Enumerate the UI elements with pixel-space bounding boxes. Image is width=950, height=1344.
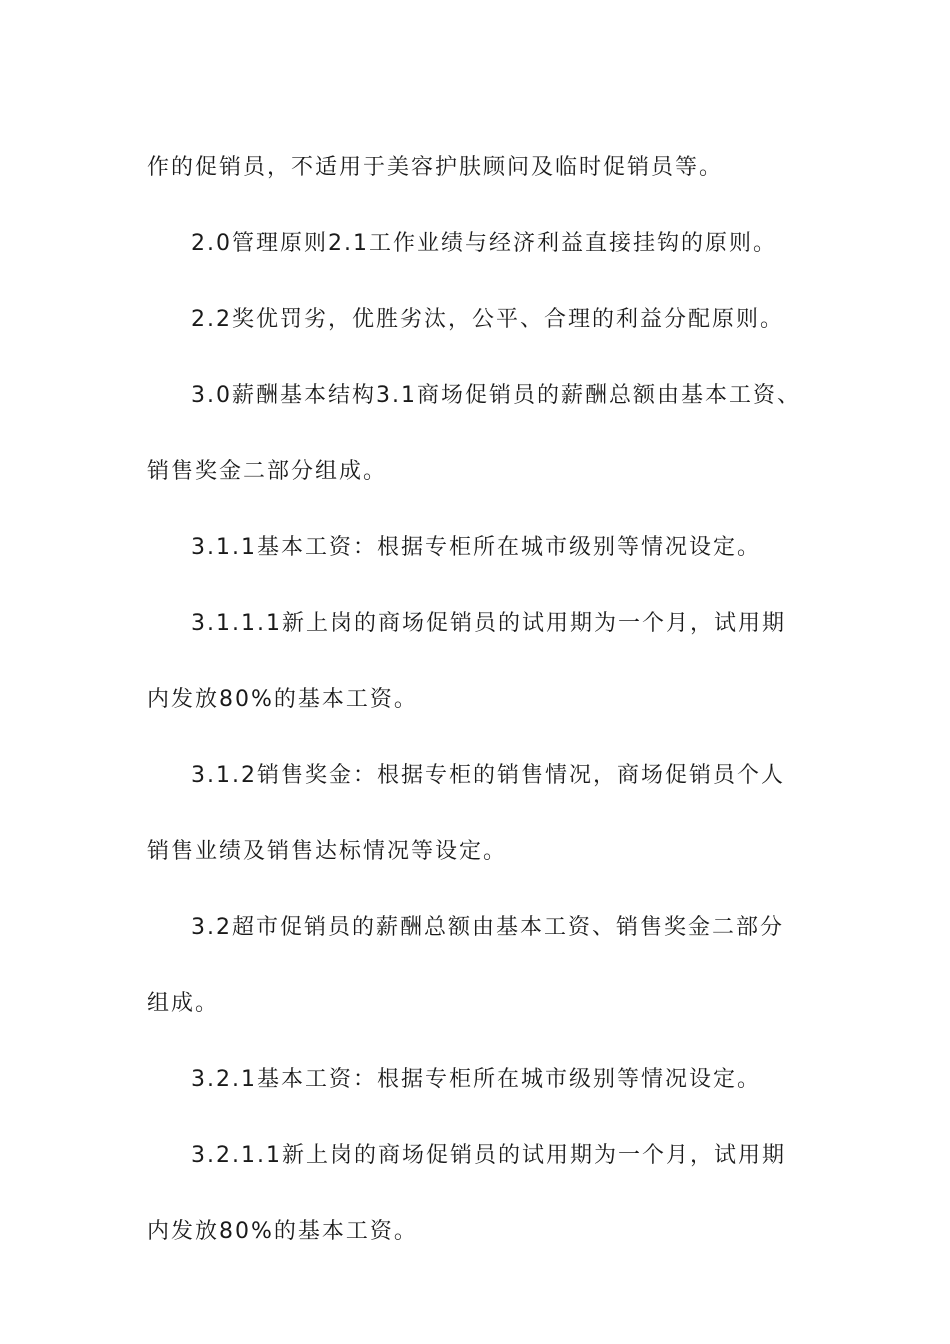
text-line-11: 3.2超市促销员的薪酬总额由基本工资、销售奖金二部分 bbox=[191, 915, 784, 940]
text-line-15: 内发放80%的基本工资。 bbox=[147, 1219, 418, 1244]
document-body bbox=[147, 130, 807, 1270]
text-line-8: 内发放80%的基本工资。 bbox=[147, 687, 418, 712]
text-line-13: 3.2.1基本工资：根据专柜所在城市级别等情况设定。 bbox=[191, 1067, 761, 1092]
text-line-10: 销售业绩及销售达标情况等设定。 bbox=[147, 839, 508, 864]
text-line-9: 3.1.2销售奖金：根据专柜的销售情况，商场促销员个人 bbox=[191, 763, 785, 788]
text-line-1: 作的促销员，不适用于美容护肤顾问及临时促销员等。 bbox=[147, 155, 724, 180]
text-line-4: 3.0薪酬基本结构3.1商场促销员的薪酬总额由基本工资、 bbox=[191, 383, 801, 408]
text-line-14: 3.2.1.1新上岗的商场促销员的试用期为一个月，试用期 bbox=[191, 1143, 786, 1168]
text-line-2: 2.0管理原则2.1工作业绩与经济利益直接挂钩的原则。 bbox=[191, 231, 777, 256]
text-line-7: 3.1.1.1新上岗的商场促销员的试用期为一个月，试用期 bbox=[191, 611, 786, 636]
text-line-12: 组成。 bbox=[147, 991, 220, 1016]
text-line-6: 3.1.1基本工资：根据专柜所在城市级别等情况设定。 bbox=[191, 535, 761, 560]
text-line-3: 2.2奖优罚劣，优胜劣汰，公平、合理的利益分配原则。 bbox=[191, 307, 784, 332]
text-line-5: 销售奖金二部分组成。 bbox=[147, 459, 388, 484]
